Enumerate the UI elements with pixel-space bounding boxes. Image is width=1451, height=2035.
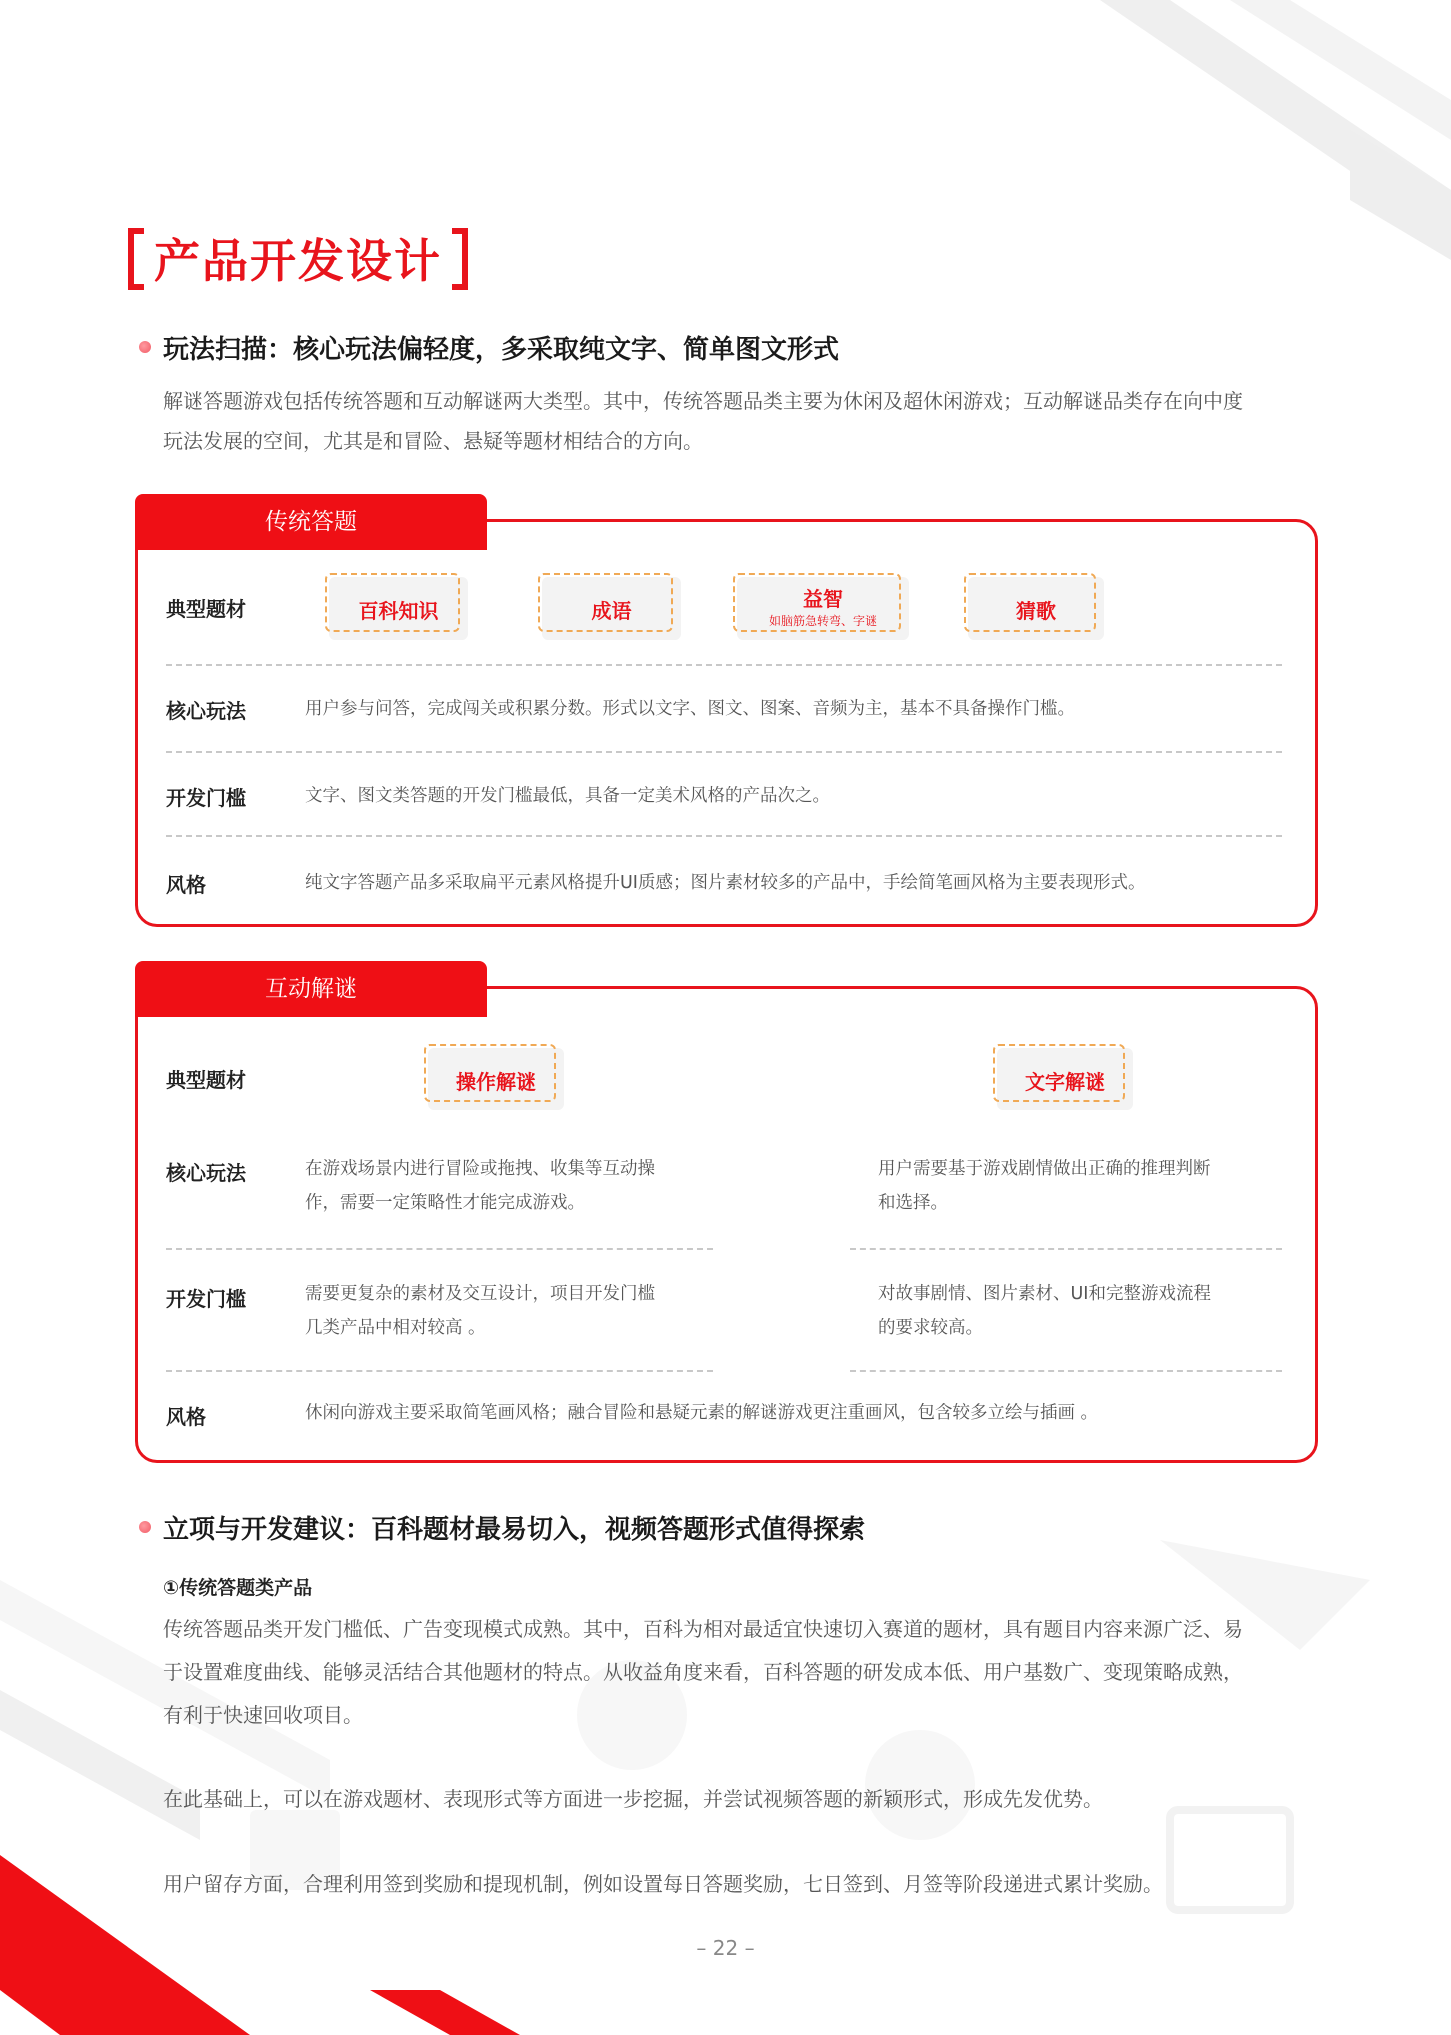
section2-subheading: ①传统答题类产品 — [163, 1577, 313, 1599]
chip-idiom: 成语 — [542, 577, 681, 640]
core-right-text: 用户需要基于游戏剧情做出正确的推理判断 和选择。 — [878, 1159, 1211, 1213]
page-number: – 22 – — [696, 1936, 755, 1960]
threshold-left-text: 需要更复杂的素材及交互设计，项目开发门槛 几类产品中相对较高 。 — [305, 1284, 655, 1338]
core-left-text: 在游戏场景内进行冒险或拖拽、收集等互动操 作，需要一定策略性才能完成游戏。 — [305, 1159, 655, 1213]
divider — [166, 664, 1282, 666]
chip-text-puzzle: 文字解谜 — [997, 1048, 1133, 1110]
chip-operation-puzzle: 操作解谜 — [428, 1048, 564, 1110]
theme-label: 典型题材 — [166, 597, 246, 621]
core-text: 用户参与问答，完成闯关或积累分数。形式以文字、图文、图案、音频为主，基本不具备操作门槛。 — [305, 699, 1075, 719]
interactive-puzzle-tab: 互动解谜 — [135, 961, 487, 1017]
page-title: 产品开发设计 — [128, 228, 468, 294]
divider — [850, 1248, 1282, 1250]
section1-heading: 玩法扫描：核心玩法偏轻度，多采取纯文字、简单图文形式 — [163, 335, 840, 365]
divider — [850, 1370, 1282, 1372]
threshold-text: 文字、图文类答题的开发门槛最低，具备一定美术风格的产品次之。 — [305, 786, 830, 806]
chip-encyclopedia: 百科知识 — [329, 577, 468, 640]
section1-intro: 解谜答题游戏包括传统答题和互动解谜两大类型。其中，传统答题品类主要为休闲及超休闲游戏；互动解谜品类存在向中度 玩法发展的空间，尤其是和冒险、悬疑等题材相结合的方向。 — [163, 389, 1243, 453]
divider — [166, 835, 1282, 837]
theme-label: 典型题材 — [166, 1068, 246, 1092]
interactive-puzzle-card — [135, 986, 1318, 1463]
style-label: 风格 — [166, 873, 206, 897]
section2-paragraph-3: 用户留存方面，合理利用签到奖励和提现机制，例如设置每日答题奖励，七日签到、月签等阶段递进式累计奖励。 — [163, 1872, 1163, 1896]
chip-puzzle: 益智 如脑筋急转弯、字谜 — [737, 577, 909, 640]
section2-paragraph-1: 传统答题品类开发门槛低、广告变现模式成熟。其中，百科为相对最适宜快速切入赛道的题材，具有题目内容来源广泛、易 于设置难度曲线、能够灵活结合其他题材的特点。从收益角度来看，百科答题的研发成本低、用户基数广、变现策略成熟， 有利于快速回收项目。 — [163, 1617, 1243, 1727]
style-label: 风格 — [166, 1405, 206, 1429]
core-label: 核心玩法 — [166, 1161, 246, 1185]
bullet-dot-icon — [139, 1521, 151, 1533]
style-text: 休闲向游戏主要采取简笔画风格；融合冒险和悬疑元素的解谜游戏更注重画风，包含较多立绘与插画 。 — [305, 1403, 1099, 1423]
divider — [166, 1370, 713, 1372]
bullet-dot-icon — [139, 341, 151, 353]
threshold-label: 开发门槛 — [166, 786, 246, 810]
divider — [166, 1248, 713, 1250]
traditional-quiz-tab: 传统答题 — [135, 494, 487, 550]
threshold-label: 开发门槛 — [166, 1287, 246, 1311]
left-bracket-icon — [128, 228, 144, 290]
threshold-right-text: 对故事剧情、图片素材、UI和完整游戏流程 的要求较高。 — [878, 1284, 1211, 1338]
section2-heading: 立项与开发建议：百科题材最易切入，视频答题形式值得探索 — [163, 1515, 866, 1545]
chip-guess-song: 猜歌 — [968, 577, 1104, 640]
divider — [166, 751, 1282, 753]
core-label: 核心玩法 — [166, 699, 246, 723]
style-text: 纯文字答题产品多采取扁平元素风格提升UI质感；图片素材较多的产品中，手绘简笔画风格为主要表现形式。 — [305, 873, 1146, 893]
section2-paragraph-2: 在此基础上，可以在游戏题材、表现形式等方面进一步挖掘，并尝试视频答题的新颖形式，形成先发优势。 — [163, 1787, 1103, 1811]
right-bracket-icon — [452, 228, 468, 290]
